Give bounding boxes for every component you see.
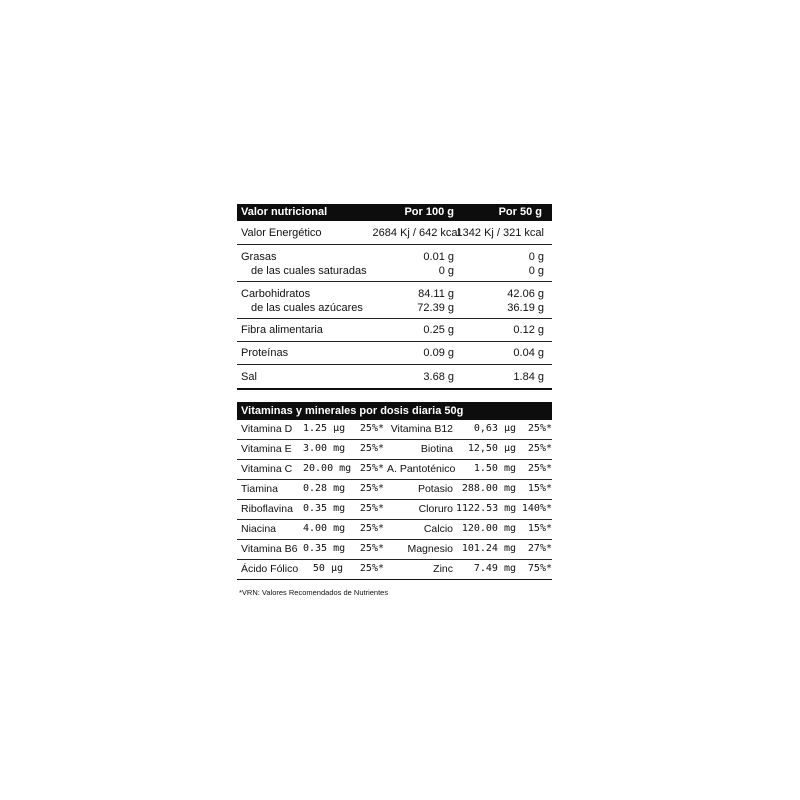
nutrient-name: Niacina	[241, 523, 277, 535]
nutrient-vrn-percent: 25%*	[527, 443, 552, 454]
salt-per-50g: 1.84 g	[513, 371, 544, 383]
nutrient-vrn-percent: 25%*	[527, 463, 552, 474]
vitamin-row	[237, 540, 552, 560]
salt-per-100g: 3.68 g	[423, 371, 454, 383]
saturated-fat-per-50g: 0 g	[528, 265, 544, 277]
carbohydrates-label: Carbohidratos	[241, 288, 311, 300]
vitamin-row	[237, 440, 552, 460]
nutrient-amount: 1.25 µg	[303, 423, 346, 434]
nutrient-amount: 1.50 mg	[473, 463, 516, 474]
salt-label: Sal	[241, 371, 257, 383]
vitamins-minerals-table	[237, 402, 552, 580]
nutrient-amount: 0,63 µg	[473, 423, 516, 434]
header-per-100g: Por 100 g	[404, 206, 454, 218]
nutrient-amount: 20.00 mg	[303, 463, 352, 474]
nutrient-vrn-percent: 25%*	[527, 423, 552, 434]
sugars-label: de las cuales azúcares	[251, 302, 363, 314]
nutrient-name: Zinc	[433, 563, 453, 575]
vitamin-row	[237, 560, 552, 580]
vitamins-table-title: Vitaminas y minerales por dosis diaria 50g	[241, 405, 464, 417]
nutrient-amount: 1122.53 mg	[456, 503, 517, 514]
vitamin-row	[237, 420, 552, 440]
fiber-per-100g: 0.25 g	[423, 324, 454, 336]
fat-per-50g: 0 g	[528, 251, 544, 263]
nutrient-vrn-percent: 15%*	[527, 483, 552, 494]
protein-label: Proteínas	[241, 347, 289, 359]
nutrient-name: Magnesio	[407, 543, 453, 555]
nutrient-amount: 7.49 mg	[473, 563, 516, 574]
nutrient-vrn-percent: 15%*	[527, 523, 552, 534]
nutrient-amount: 0.28 mg	[303, 483, 346, 494]
carbohydrates-per-100g: 84.11 g	[418, 288, 454, 300]
nutrient-vrn-percent: 25%*	[359, 443, 384, 454]
nutrient-amount: 288.00 mg	[461, 483, 516, 494]
fiber-label: Fibra alimentaria	[241, 324, 323, 336]
nutrient-name: A. Pantoténico	[387, 463, 456, 475]
fat-row	[237, 245, 552, 282]
nutrient-amount: 101.24 mg	[461, 543, 516, 554]
sugars-per-100g: 72.39 g	[417, 302, 454, 314]
nutrient-vrn-percent: 25%*	[359, 543, 384, 554]
footnote: *VRN: Valores Recomendados de Nutrientes	[239, 588, 389, 597]
nutrient-vrn-percent: 25%*	[359, 523, 384, 534]
fat-per-100g: 0.01 g	[423, 251, 454, 263]
nutrient-vrn-percent: 75%*	[527, 563, 552, 574]
protein-row	[237, 342, 552, 365]
nutrient-vrn-percent: 25%*	[359, 503, 384, 514]
nutrient-name: Calcio	[423, 523, 453, 535]
vitamins-table-header	[237, 402, 552, 420]
saturated-fat-label: de las cuales saturadas	[251, 265, 367, 277]
nutrient-name: Vitamina D	[241, 423, 293, 435]
vitamin-row	[237, 500, 552, 520]
nutrient-amount: 50 µg	[312, 563, 343, 574]
nutrient-vrn-percent: 25%*	[359, 463, 384, 474]
energy-label: Valor Energético	[241, 227, 322, 239]
salt-row	[237, 365, 552, 390]
nutrient-amount: 0.35 mg	[303, 503, 346, 514]
vitamin-row	[237, 520, 552, 540]
energy-per-100g: 2684 Kj / 642 kcal	[372, 227, 460, 239]
nutrient-vrn-percent: 25%*	[359, 563, 384, 574]
header-label: Valor nutricional	[241, 206, 328, 218]
energy-row	[237, 221, 552, 245]
nutrient-vrn-percent: 27%*	[527, 543, 552, 554]
nutrition-table	[237, 204, 552, 390]
energy-per-50g: 1342 Kj / 321 kcal	[456, 227, 544, 239]
carbohydrates-per-50g: 42.06 g	[507, 288, 544, 300]
nutrient-name: Riboflavina	[241, 503, 293, 515]
carbohydrates-row	[237, 282, 552, 319]
protein-per-50g: 0.04 g	[513, 347, 544, 359]
nutrient-vrn-percent: 25%*	[359, 483, 384, 494]
nutrient-name: Vitamina B6	[241, 543, 298, 555]
nutrient-name: Tiamina	[241, 483, 278, 495]
nutrient-amount: 0.35 mg	[303, 543, 346, 554]
nutrient-name: Vitamina B12	[390, 423, 453, 435]
nutrient-amount: 4.00 mg	[303, 523, 346, 534]
vitamins-table-body	[237, 420, 552, 580]
nutrient-name: Potasio	[417, 483, 453, 495]
nutrient-name: Ácido Fólico	[241, 563, 299, 575]
nutrient-name: Vitamina C	[241, 463, 293, 475]
vitamin-row	[237, 460, 552, 480]
nutrition-table-header	[237, 204, 552, 221]
nutrient-name: Biotina	[420, 443, 453, 455]
nutrient-name: Vitamina E	[241, 443, 292, 455]
nutrient-amount: 3.00 mg	[303, 443, 346, 454]
fiber-per-50g: 0.12 g	[513, 324, 544, 336]
header-per-50g: Por 50 g	[498, 206, 542, 218]
vitamin-row	[237, 480, 552, 500]
fiber-row	[237, 319, 552, 342]
sugars-per-50g: 36.19 g	[507, 302, 544, 314]
saturated-fat-per-100g: 0 g	[438, 265, 454, 277]
nutrient-name: Cloruro	[418, 503, 453, 515]
nutrient-vrn-percent: 140%*	[521, 503, 552, 514]
nutrient-amount: 120.00 mg	[461, 523, 516, 534]
protein-per-100g: 0.09 g	[423, 347, 454, 359]
fat-label: Grasas	[241, 251, 277, 263]
nutrient-amount: 12,50 µg	[467, 443, 516, 454]
nutrient-vrn-percent: 25%*	[359, 423, 384, 434]
